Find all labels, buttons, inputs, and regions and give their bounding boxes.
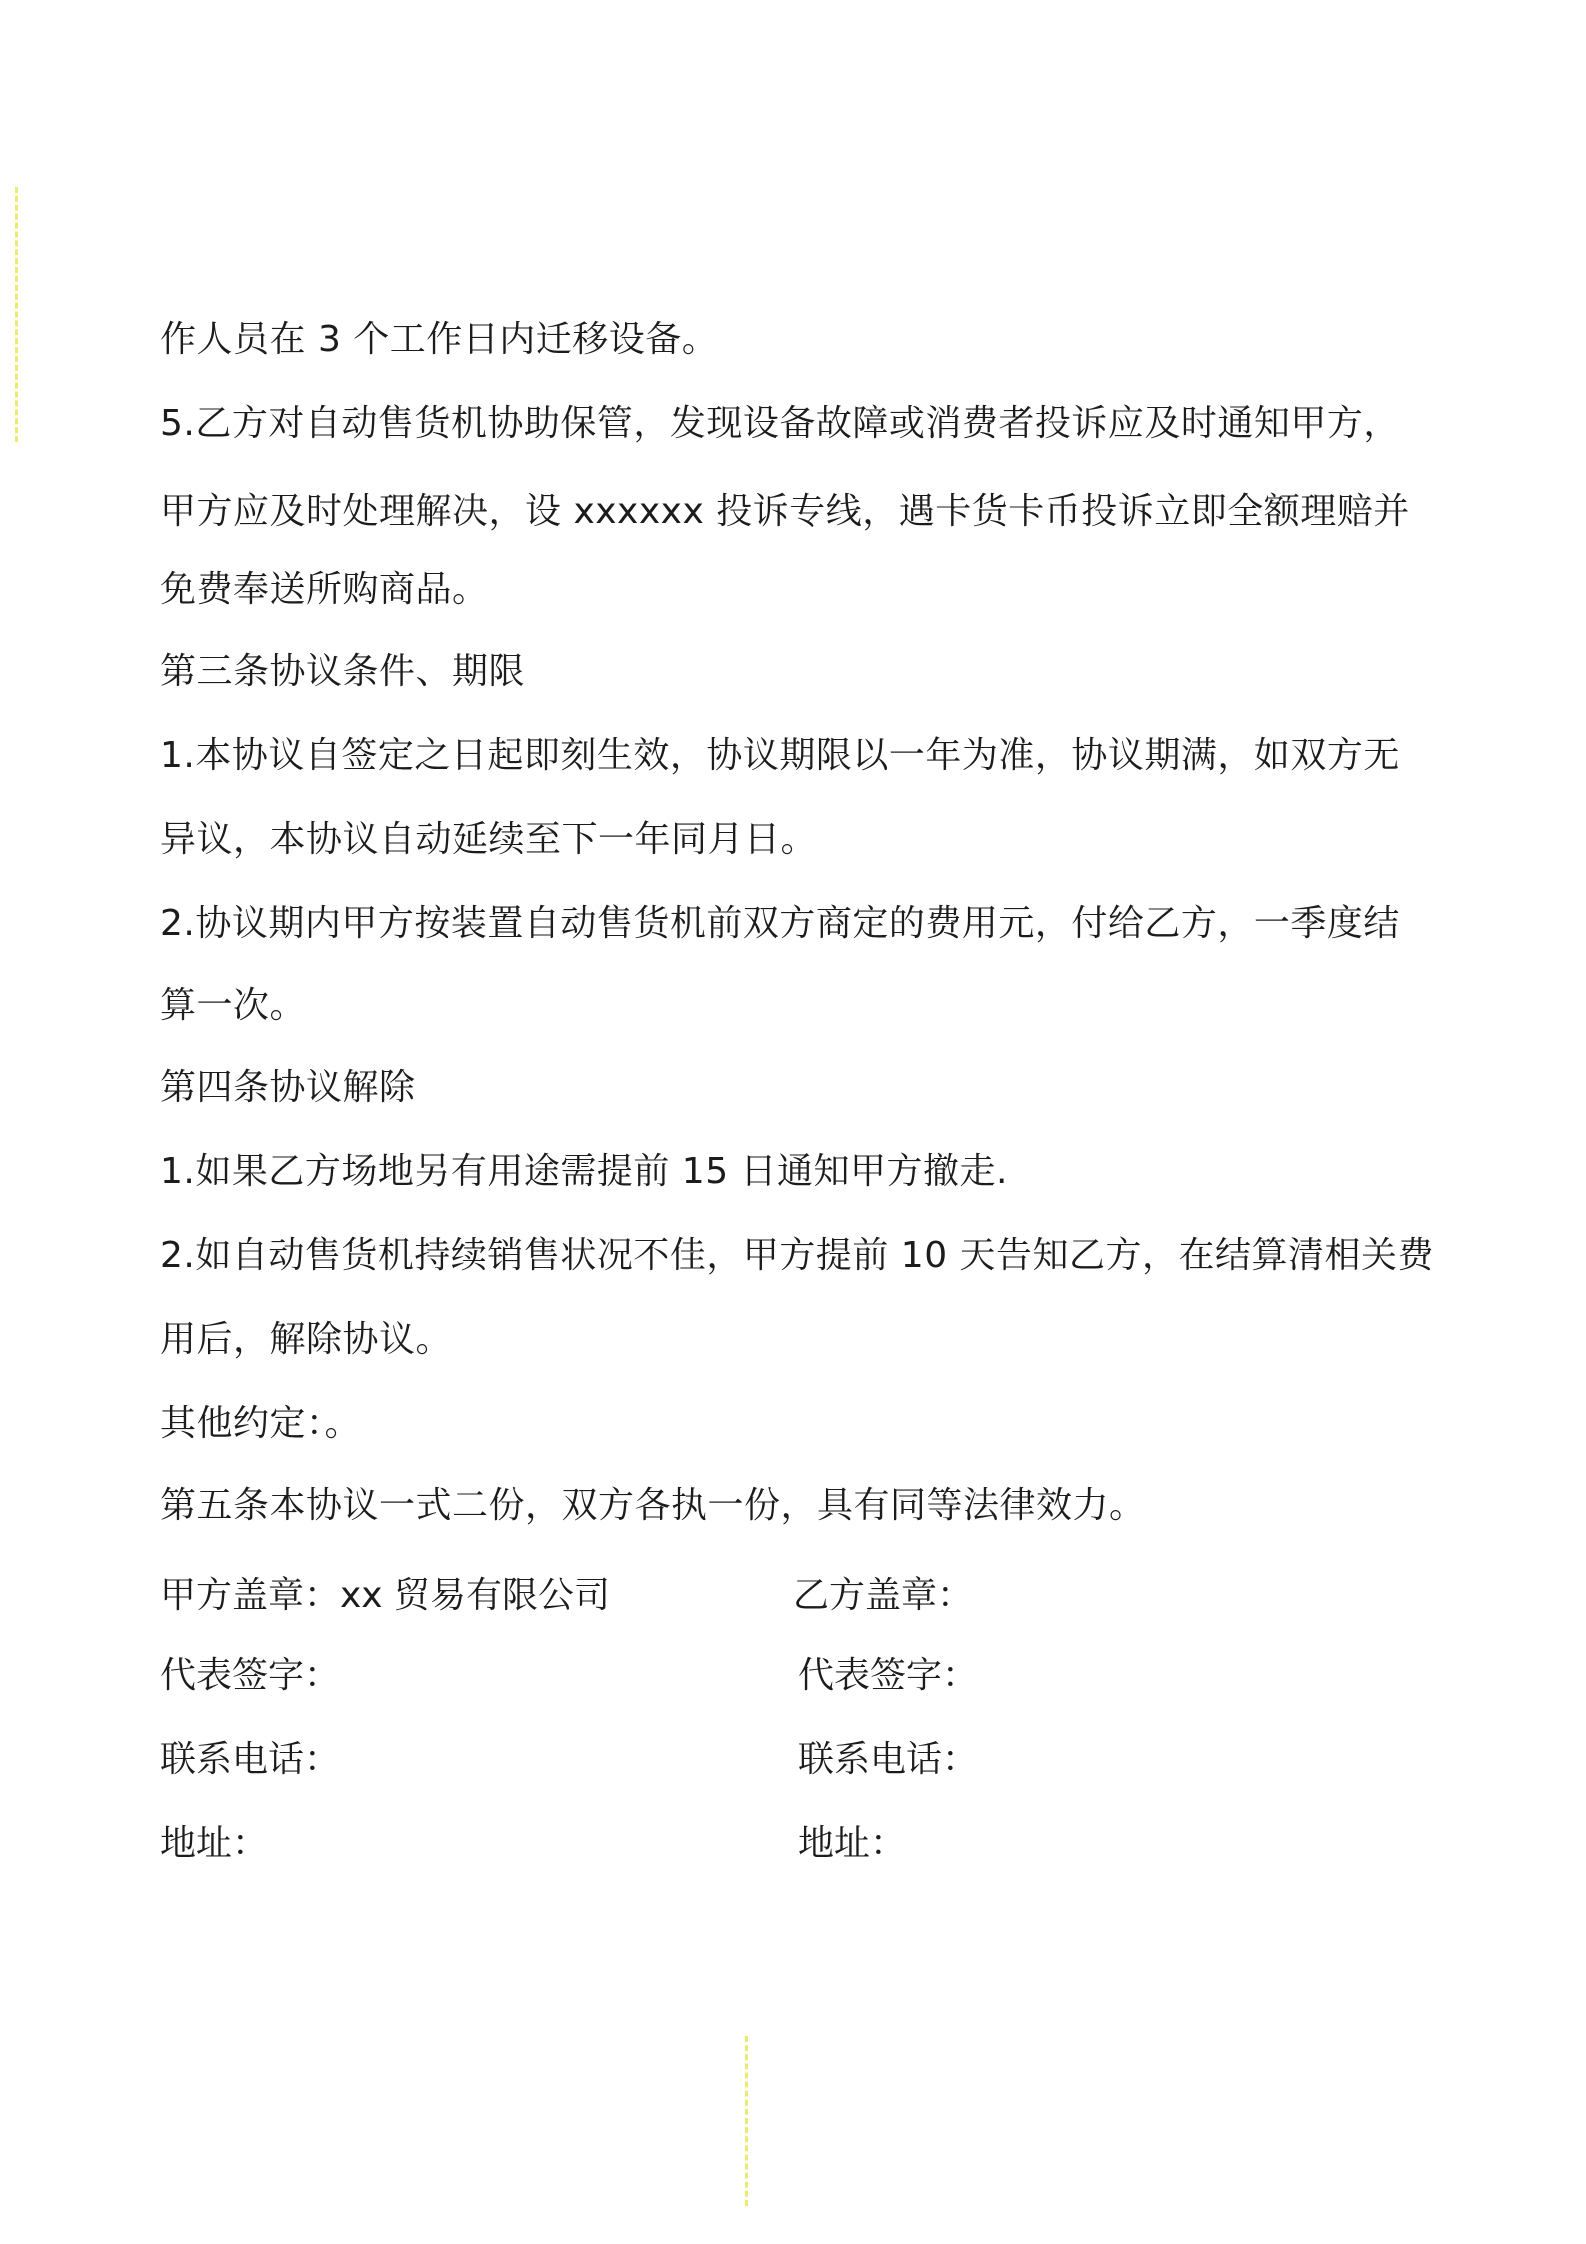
party-a-representative: 代表签字： <box>160 1655 341 1696</box>
bottom-dashed-guide <box>745 2036 748 2206</box>
doc-line-14: 其他约定：。 <box>160 1403 362 1444</box>
section-heading-4: 第四条协议解除 <box>160 1067 416 1108</box>
party-b-address: 地址： <box>798 1823 907 1864</box>
doc-line-1: 作人员在 3 个工作日内迁移设备。 <box>160 319 719 360</box>
section-heading-5: 第五条本协议一式二份，双方各执一份，具有同等法律效力。 <box>160 1485 1146 1526</box>
doc-line-11: 1.如果乙方场地另有用途需提前 15 日通知甲方撤走. <box>160 1151 1008 1192</box>
section-heading-3: 第三条协议条件、期限 <box>160 651 526 692</box>
doc-line-8: 2.协议期内甲方按装置自动售货机前双方商定的费用元，付给乙方，一季度结 <box>160 903 1400 944</box>
party-a-seal: 甲方盖章：xx 贸易有限公司 <box>160 1575 611 1616</box>
party-b-phone: 联系电话： <box>798 1739 979 1780</box>
doc-line-2: 5.乙方对自动售货机协助保管，发现设备故障或消费者投诉应及时通知甲方， <box>160 403 1400 444</box>
party-a-address: 地址： <box>160 1823 269 1864</box>
doc-line-4: 免费奉送所购商品。 <box>160 569 489 610</box>
doc-line-9: 算一次。 <box>160 985 307 1026</box>
doc-line-12: 2.如自动售货机持续销售状况不佳，甲方提前 10 天告知乙方，在结算清相关费 <box>160 1235 1435 1276</box>
doc-line-6: 1.本协议自签定之日起即刻生效，协议期限以一年为准，协议期满，如双方无 <box>160 735 1400 776</box>
doc-line-7: 异议，本协议自动延续至下一年同月日。 <box>160 819 818 860</box>
party-b-representative: 代表签字： <box>798 1655 979 1696</box>
doc-line-3: 甲方应及时处理解决，设 xxxxxx 投诉专线，遇卡货卡币投诉立即全额理赔并 <box>160 491 1410 532</box>
party-a-phone: 联系电话： <box>160 1739 341 1780</box>
party-b-seal: 乙方盖章： <box>793 1575 974 1616</box>
doc-line-13: 用后，解除协议。 <box>160 1319 453 1360</box>
left-dashed-guide <box>15 187 18 442</box>
